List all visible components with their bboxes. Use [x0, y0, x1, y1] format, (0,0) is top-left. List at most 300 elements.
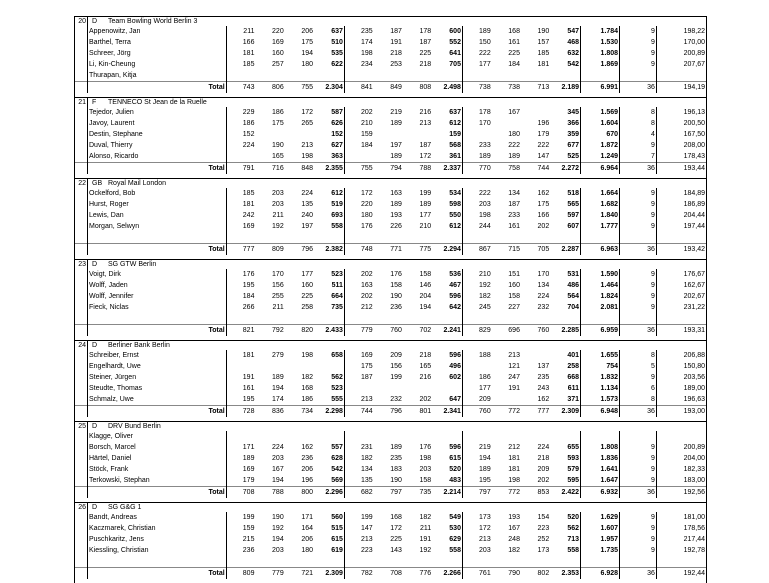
score-cell — [620, 313, 657, 325]
score-cell: 4 — [620, 129, 657, 140]
total-score-cell: 728 — [226, 406, 255, 418]
score-cell: 180 — [492, 129, 521, 140]
score-cell: 713 — [550, 534, 580, 545]
score-cell — [285, 70, 314, 82]
score-cell: 1.530 — [581, 37, 620, 48]
score-cell: 177 — [403, 210, 432, 221]
score-cell: 1.777 — [581, 221, 620, 232]
score-cell: 195 — [226, 394, 255, 406]
team-number: 23 — [75, 260, 88, 270]
score-cell: 189 — [374, 442, 403, 453]
player-row — [75, 442, 707, 453]
player-name: Kiessling, Christian — [88, 545, 227, 556]
score-cell: 8 — [620, 118, 657, 129]
team-number: 21 — [75, 98, 88, 108]
score-cell: 194 — [255, 534, 284, 545]
score-cell: 199 — [374, 372, 403, 383]
row-number-cell — [75, 129, 88, 140]
score-cell: 204,44 — [656, 210, 706, 221]
row-number-cell — [75, 487, 88, 499]
score-cell: 523 — [314, 383, 344, 394]
player-name: Engelhardt, Uwe — [88, 361, 227, 372]
score-cell: 596 — [432, 291, 462, 302]
row-number-cell — [75, 188, 88, 199]
score-cell: 510 — [314, 37, 344, 48]
score-cell — [255, 431, 284, 442]
score-cell: 359 — [550, 129, 580, 140]
total-score-cell: 2.304 — [314, 82, 344, 94]
score-cell: 204 — [403, 291, 432, 302]
player-row — [75, 302, 707, 313]
score-cell: 641 — [432, 48, 462, 59]
score-cell — [462, 232, 491, 244]
score-cell: 163 — [374, 188, 403, 199]
total-score-cell: 849 — [374, 82, 403, 94]
player-row — [75, 59, 707, 70]
score-cell: 189 — [374, 199, 403, 210]
score-cell: 199 — [344, 512, 373, 523]
score-cell: 222 — [462, 188, 491, 199]
score-cell: 9 — [620, 475, 657, 487]
player-name: Tejedor, Julien — [88, 107, 227, 118]
score-cell: 216 — [403, 107, 432, 118]
score-cell — [403, 129, 432, 140]
score-cell: 363 — [314, 151, 344, 163]
player-name: Destin, Stephane — [88, 129, 227, 140]
score-cell: 568 — [432, 140, 462, 151]
score-cell: 162 — [285, 442, 314, 453]
score-cell: 178 — [403, 26, 432, 37]
row-number-cell — [75, 280, 88, 291]
score-cell — [255, 556, 284, 568]
player-name: Steiner, Jürgen — [88, 372, 227, 383]
score-cell: 229 — [226, 107, 255, 118]
score-cell — [344, 431, 373, 442]
score-cell: 520 — [432, 464, 462, 475]
score-cell: 209 — [374, 350, 403, 361]
score-cell: 233 — [492, 210, 521, 221]
row-number-cell — [75, 232, 88, 244]
score-cell — [462, 556, 491, 568]
player-name: Schmalz, Uwe — [88, 394, 227, 406]
score-cell: 191 — [403, 534, 432, 545]
total-score-cell: 836 — [255, 406, 284, 418]
score-cell: 224 — [521, 442, 550, 453]
score-cell: 192 — [255, 523, 284, 534]
score-cell: 668 — [550, 372, 580, 383]
score-cell: 242 — [226, 210, 255, 221]
score-cell: 558 — [432, 545, 462, 556]
total-score-cell: 760 — [521, 325, 550, 337]
score-cell: 191 — [374, 37, 403, 48]
total-score-cell: 772 — [492, 487, 521, 499]
header-filler — [314, 503, 706, 513]
score-cell: 186 — [462, 372, 491, 383]
team-header-row — [75, 260, 707, 270]
player-row — [75, 534, 707, 545]
total-score-cell: 721 — [285, 568, 314, 580]
score-cell: 182 — [492, 545, 521, 556]
total-score-cell: 841 — [344, 82, 373, 94]
total-score-cell: 2.355 — [314, 163, 344, 175]
total-score-cell: 829 — [462, 325, 491, 337]
player-name: Schreer, Jörg — [88, 48, 227, 59]
score-cell — [285, 232, 314, 244]
player-row — [75, 140, 707, 151]
score-cell: 6 — [620, 383, 657, 394]
team-number: 26 — [75, 503, 88, 513]
score-cell — [462, 129, 491, 140]
score-cell — [521, 313, 550, 325]
score-cell — [656, 431, 706, 442]
score-cell: 167 — [492, 107, 521, 118]
score-cell: 178,56 — [656, 523, 706, 534]
score-cell: 219 — [462, 442, 491, 453]
team-club-name: Team Bowling World Berlin 3 — [107, 17, 314, 27]
score-cell: 202,67 — [656, 291, 706, 302]
total-score-cell: 2.382 — [314, 244, 344, 256]
score-cell: 176 — [226, 269, 255, 280]
total-score-cell: 779 — [255, 568, 284, 580]
score-cell: 189 — [374, 151, 403, 163]
score-cell: 172 — [374, 523, 403, 534]
score-cell: 172 — [403, 151, 432, 163]
score-cell — [226, 556, 255, 568]
score-cell: 185 — [226, 59, 255, 70]
total-score-cell: 192,56 — [656, 487, 706, 499]
score-cell: 181 — [226, 350, 255, 361]
row-number-cell — [75, 350, 88, 361]
score-cell: 222 — [521, 140, 550, 151]
score-cell: 587 — [314, 107, 344, 118]
score-cell: 198 — [285, 350, 314, 361]
total-score-cell: 758 — [492, 163, 521, 175]
score-cell: 534 — [432, 188, 462, 199]
score-cell — [492, 431, 521, 442]
score-cell: 240 — [285, 210, 314, 221]
score-cell: 185 — [226, 188, 255, 199]
row-number-cell — [75, 151, 88, 163]
team-total-row — [75, 163, 707, 175]
score-cell: 1.735 — [581, 545, 620, 556]
total-score-cell: 738 — [492, 82, 521, 94]
score-cell: 189 — [492, 151, 521, 163]
score-cell: 9 — [620, 372, 657, 383]
score-cell: 627 — [314, 140, 344, 151]
score-cell: 170 — [521, 269, 550, 280]
total-score-cell: 777 — [521, 406, 550, 418]
score-cell: 213 — [492, 350, 521, 361]
score-cell: 1.832 — [581, 372, 620, 383]
score-cell: 468 — [550, 37, 580, 48]
score-cell: 159 — [432, 129, 462, 140]
score-cell: 629 — [432, 534, 462, 545]
score-cell: 258 — [550, 361, 580, 372]
score-cell: 210 — [462, 269, 491, 280]
player-name: Fieck, Niclas — [88, 302, 227, 313]
player-name: Barthel, Terra — [88, 37, 227, 48]
total-score-cell: 797 — [462, 487, 491, 499]
total-score-cell: 760 — [374, 325, 403, 337]
row-number-cell — [75, 269, 88, 280]
total-score-cell: 682 — [344, 487, 373, 499]
score-cell: 236 — [285, 453, 314, 464]
score-cell: 156 — [374, 361, 403, 372]
total-score-cell: 6.948 — [581, 406, 620, 418]
score-cell: 1.869 — [581, 59, 620, 70]
score-cell: 8 — [620, 394, 657, 406]
total-score-cell: 192,44 — [656, 568, 706, 580]
row-number-cell — [75, 313, 88, 325]
total-score-cell: 36 — [620, 406, 657, 418]
player-row — [75, 199, 707, 210]
score-cell: 172 — [462, 523, 491, 534]
score-cell: 754 — [581, 361, 620, 372]
score-cell: 596 — [432, 442, 462, 453]
score-cell: 579 — [550, 464, 580, 475]
team-total-row — [75, 325, 707, 337]
score-cell: 401 — [550, 350, 580, 361]
score-cell: 202 — [344, 291, 373, 302]
total-score-cell: 36 — [620, 163, 657, 175]
player-name: Stöck, Frank — [88, 464, 227, 475]
score-cell: 192 — [462, 280, 491, 291]
team-club-name: Berliner Bank Berlin — [107, 341, 314, 351]
score-cell — [581, 232, 620, 244]
score-cell: 245 — [462, 302, 491, 313]
score-cell: 213 — [285, 140, 314, 151]
score-cell: 9 — [620, 199, 657, 210]
total-score-cell: 796 — [374, 406, 403, 418]
score-cell: 195 — [226, 280, 255, 291]
score-cell — [581, 431, 620, 442]
row-number-cell — [75, 26, 88, 37]
team-country: D — [88, 503, 108, 513]
score-cell: 255 — [255, 291, 284, 302]
score-cell: 157 — [521, 37, 550, 48]
player-row — [75, 372, 707, 383]
score-cell: 9 — [620, 453, 657, 464]
score-cell: 175 — [255, 118, 284, 129]
score-cell — [344, 383, 373, 394]
score-cell — [344, 70, 373, 82]
score-cell: 232 — [521, 302, 550, 313]
total-score-cell: 2.498 — [432, 82, 462, 94]
score-cell: 190 — [374, 475, 403, 487]
score-cell: 172 — [344, 188, 373, 199]
score-cell: 179 — [226, 475, 255, 487]
score-cell: 162 — [521, 394, 550, 406]
score-cell: 208,00 — [656, 140, 706, 151]
score-cell — [432, 556, 462, 568]
score-cell: 172 — [285, 107, 314, 118]
score-cell: 557 — [314, 442, 344, 453]
row-number-cell — [75, 163, 88, 175]
player-row — [75, 431, 707, 442]
player-name: Kaczmarek, Christian — [88, 523, 227, 534]
total-label: Total — [88, 487, 227, 499]
score-cell: 220 — [344, 199, 373, 210]
total-score-cell: 808 — [403, 82, 432, 94]
team-header-row — [75, 341, 707, 351]
row-number-cell — [75, 140, 88, 151]
score-cell: 655 — [550, 442, 580, 453]
player-row — [75, 37, 707, 48]
row-number-cell — [75, 512, 88, 523]
score-cell: 181 — [492, 464, 521, 475]
score-cell: 598 — [432, 199, 462, 210]
score-cell: 1.840 — [581, 210, 620, 221]
player-name: Voigt, Dirk — [88, 269, 227, 280]
row-number-cell — [75, 118, 88, 129]
team-total-row — [75, 244, 707, 256]
team-number: 20 — [75, 17, 88, 27]
score-cell: 612 — [432, 118, 462, 129]
score-cell: 194 — [462, 453, 491, 464]
score-cell: 615 — [432, 453, 462, 464]
score-cell: 622 — [314, 59, 344, 70]
score-cell: 222 — [492, 140, 521, 151]
team-header-row — [75, 503, 707, 513]
score-cell: 9 — [620, 291, 657, 302]
score-cell: 9 — [620, 545, 657, 556]
score-cell — [285, 313, 314, 325]
score-cell: 231 — [344, 442, 373, 453]
score-cell: 197 — [374, 140, 403, 151]
row-number-cell — [75, 244, 88, 256]
score-cell: 218 — [521, 453, 550, 464]
score-cell: 236 — [374, 302, 403, 313]
score-cell: 167,50 — [656, 129, 706, 140]
score-cell: 185 — [521, 48, 550, 59]
score-cell — [521, 556, 550, 568]
score-cell: 8 — [620, 350, 657, 361]
team-number: 24 — [75, 341, 88, 351]
total-score-cell: 6.928 — [581, 568, 620, 580]
row-number-cell — [75, 372, 88, 383]
total-score-cell: 193,31 — [656, 325, 706, 337]
score-cell: 197 — [285, 221, 314, 232]
score-cell — [255, 232, 284, 244]
player-row — [75, 26, 707, 37]
score-cell — [344, 313, 373, 325]
score-cell: 193 — [374, 210, 403, 221]
score-cell: 194 — [255, 383, 284, 394]
total-score-cell: 820 — [285, 325, 314, 337]
score-cell — [620, 556, 657, 568]
score-cell — [255, 361, 284, 372]
total-score-cell: 2.294 — [432, 244, 462, 256]
total-score-cell: 2.296 — [314, 487, 344, 499]
score-cell: 175 — [521, 199, 550, 210]
score-cell — [492, 70, 521, 82]
score-cell: 213 — [344, 534, 373, 545]
score-cell: 642 — [432, 302, 462, 313]
score-cell: 253 — [374, 59, 403, 70]
score-cell: 647 — [432, 394, 462, 406]
total-score-cell: 779 — [344, 325, 373, 337]
score-cell: 525 — [550, 151, 580, 163]
score-cell: 182 — [462, 291, 491, 302]
score-cell — [462, 361, 491, 372]
score-cell — [432, 431, 462, 442]
score-cell — [226, 70, 255, 82]
player-name: Hurst, Roger — [88, 199, 227, 210]
score-cell: 226 — [374, 221, 403, 232]
score-cell: 196,63 — [656, 394, 706, 406]
total-score-cell: 2.285 — [550, 325, 580, 337]
score-cell: 203 — [255, 545, 284, 556]
score-cell: 189 — [462, 26, 491, 37]
player-name — [88, 232, 227, 244]
score-cell: 224 — [521, 291, 550, 302]
total-score-cell: 821 — [226, 325, 255, 337]
score-cell — [432, 232, 462, 244]
score-cell — [344, 556, 373, 568]
score-cell: 206 — [285, 26, 314, 37]
score-cell: 150,80 — [656, 361, 706, 372]
score-cell: 181 — [492, 453, 521, 464]
team-total-row — [75, 487, 707, 499]
player-row — [75, 394, 707, 406]
score-cell: 266 — [226, 302, 255, 313]
player-row — [75, 151, 707, 163]
score-cell — [581, 70, 620, 82]
score-cell: 165 — [403, 361, 432, 372]
score-cell: 203 — [403, 464, 432, 475]
total-score-cell: 744 — [344, 406, 373, 418]
player-row — [75, 129, 707, 140]
total-score-cell: 713 — [521, 82, 550, 94]
score-cell: 693 — [314, 210, 344, 221]
score-cell — [550, 70, 580, 82]
score-cell: 5 — [620, 361, 657, 372]
score-cell: 231,22 — [656, 302, 706, 313]
score-cell: 2.081 — [581, 302, 620, 313]
score-cell: 619 — [314, 545, 344, 556]
score-cell: 677 — [550, 140, 580, 151]
score-cell: 1.464 — [581, 280, 620, 291]
score-cell: 177 — [462, 59, 491, 70]
score-cell: 9 — [620, 269, 657, 280]
team-header-row — [75, 422, 707, 432]
score-cell: 190 — [255, 140, 284, 151]
score-cell — [374, 232, 403, 244]
score-cell: 211 — [403, 523, 432, 534]
score-cell: 222 — [462, 48, 491, 59]
score-cell: 602 — [432, 372, 462, 383]
score-cell: 9 — [620, 26, 657, 37]
score-cell: 181,00 — [656, 512, 706, 523]
total-score-cell: 788 — [403, 163, 432, 175]
player-name: Klagge, Oliver — [88, 431, 227, 442]
score-cell: 233 — [462, 140, 491, 151]
score-cell: 1.682 — [581, 199, 620, 210]
spacer-cell — [75, 579, 707, 583]
row-number-cell — [75, 406, 88, 418]
score-cell — [462, 313, 491, 325]
score-cell: 511 — [314, 280, 344, 291]
score-cell: 597 — [550, 210, 580, 221]
player-name: Duval, Thierry — [88, 140, 227, 151]
total-score-cell: 806 — [255, 82, 284, 94]
score-cell: 187 — [403, 140, 432, 151]
score-cell: 210 — [403, 221, 432, 232]
score-cell: 189 — [462, 464, 491, 475]
score-cell: 158 — [492, 291, 521, 302]
score-cell — [492, 313, 521, 325]
score-cell: 134 — [492, 188, 521, 199]
